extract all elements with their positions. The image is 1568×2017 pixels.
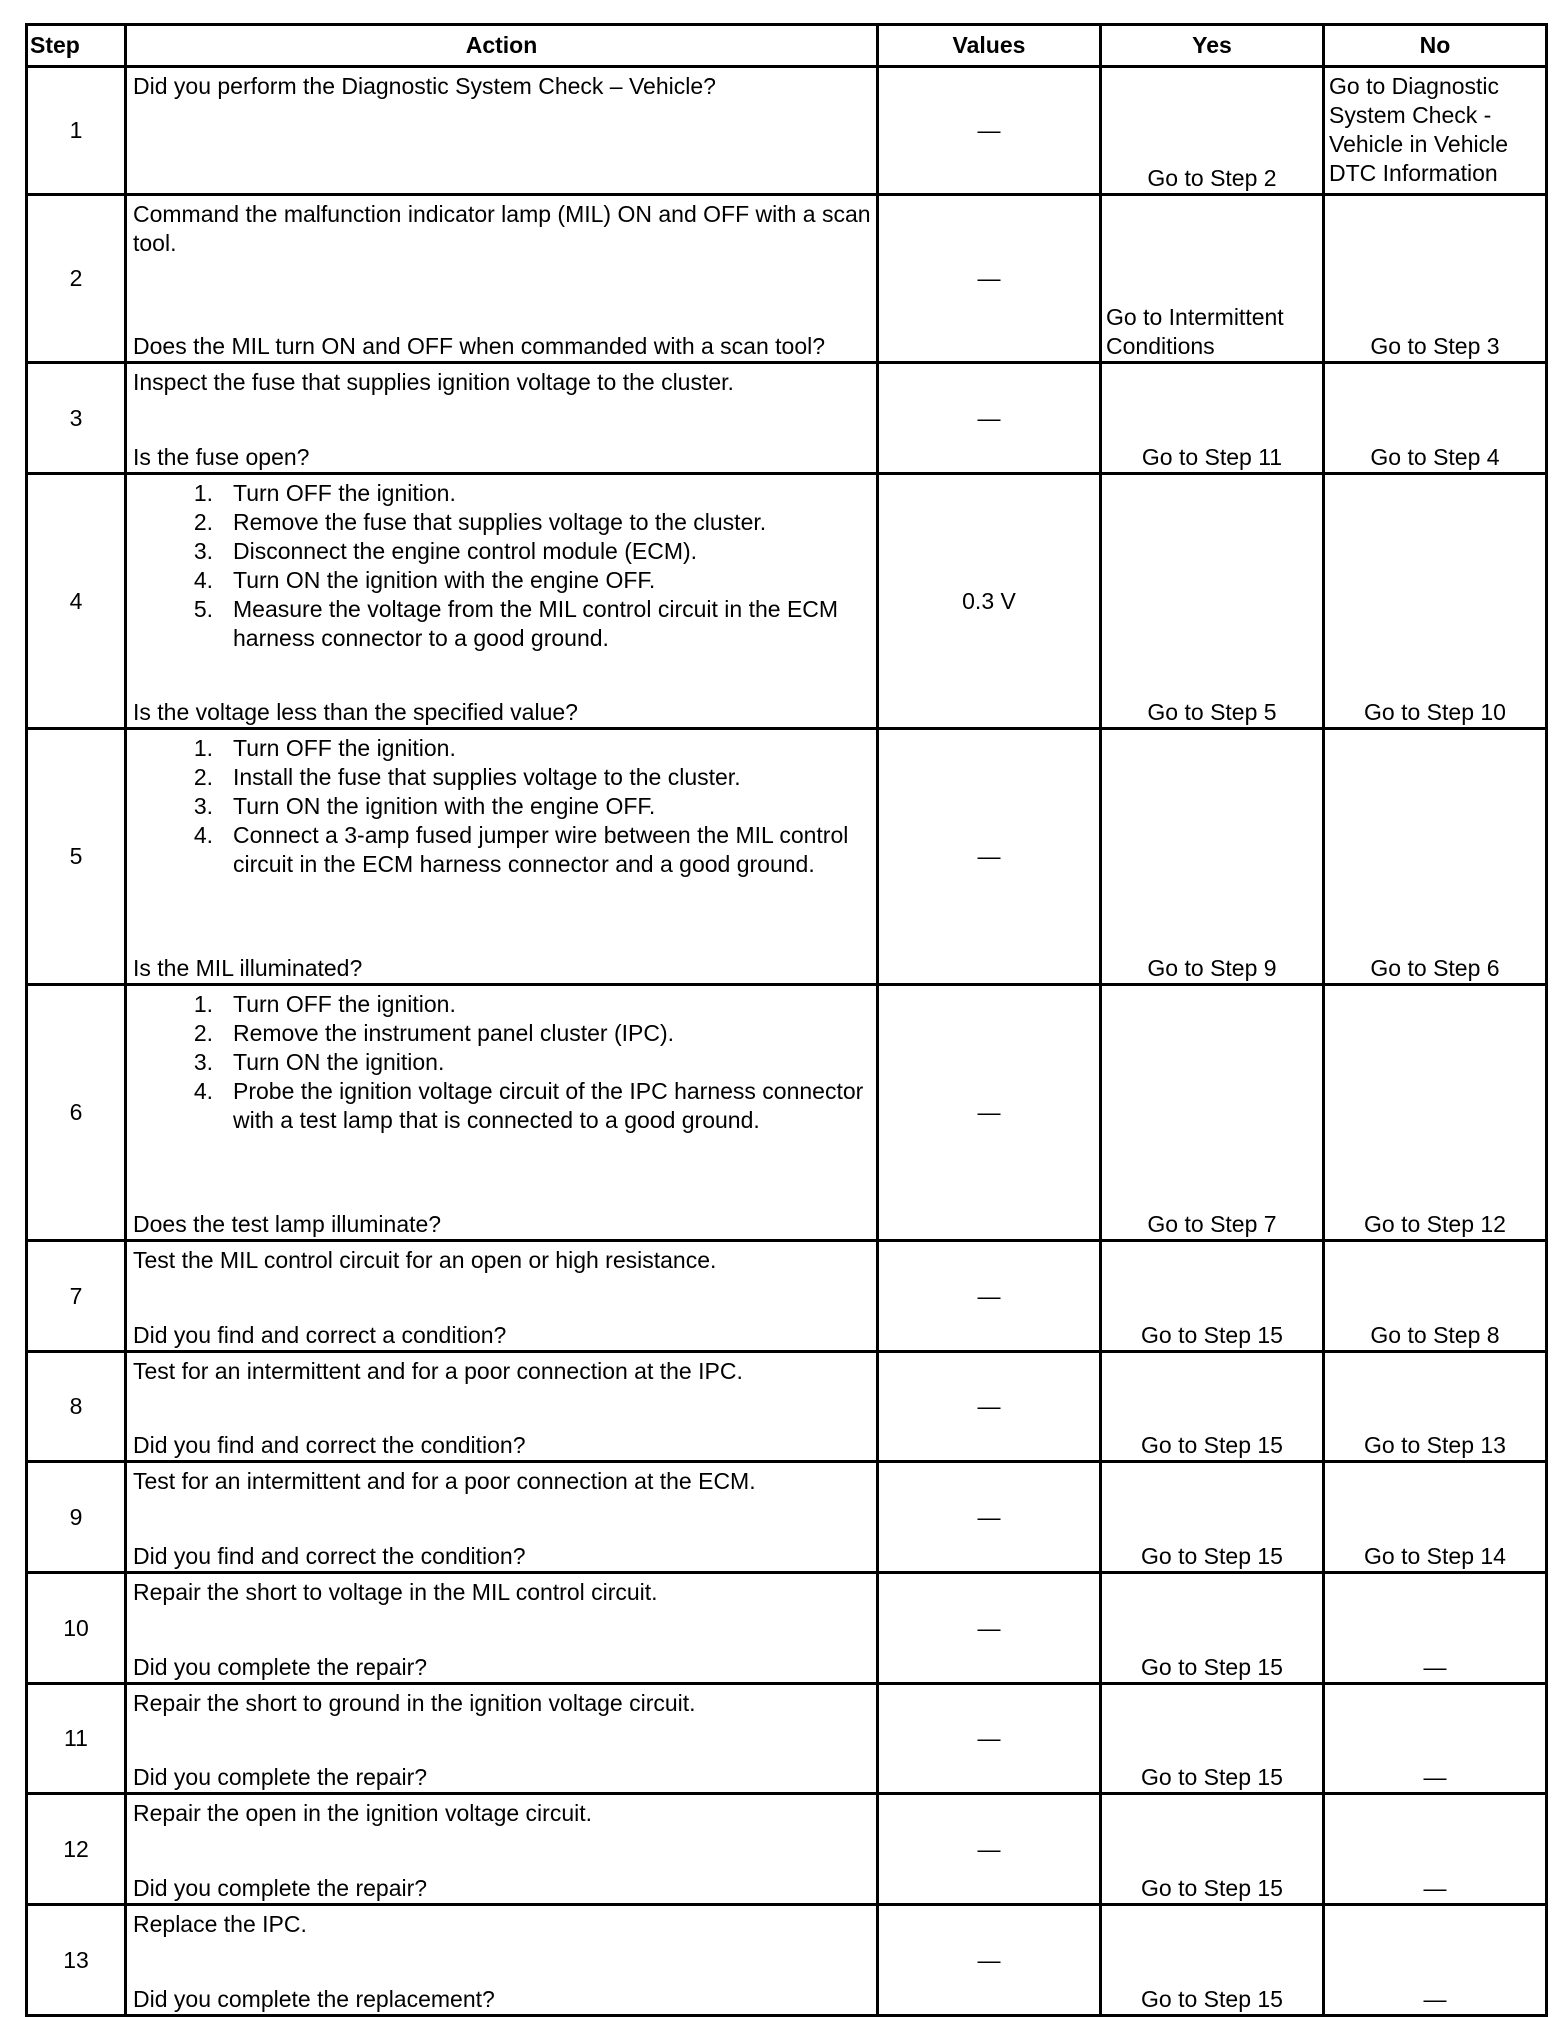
no-cell [1324, 1573, 1547, 1684]
yes-action: Go to Step 15 [1141, 1875, 1283, 1901]
header-row [27, 25, 1547, 67]
yes-action: Go to Step 15 [1141, 1322, 1283, 1348]
action-text: Repair the short to voltage in the MIL control circuit. [133, 1579, 658, 1605]
no-cell [1324, 729, 1547, 985]
values-cell: — [878, 1573, 1101, 1684]
list-item [183, 479, 872, 508]
action-question: Does the MIL turn ON and OFF when commanded with a scan tool? [133, 333, 826, 359]
yes-action: Go to Step 7 [1147, 1211, 1277, 1237]
no-cell [1324, 985, 1547, 1241]
no-action: Go to Step 8 [1370, 1322, 1500, 1348]
list-item-text: Remove the instrument panel cluster (IPC). [233, 1020, 675, 1046]
diagnostic-table [25, 23, 1548, 2017]
list-item-text: Turn OFF the ignition. [233, 735, 456, 761]
list-item-text: Remove the fuse that supplies voltage to the cluster. [233, 509, 767, 535]
values-cell: — [878, 1684, 1101, 1794]
yes-action: Go to Step 11 [1141, 444, 1283, 470]
action-cell [126, 474, 878, 729]
step-number: 8 [27, 1352, 126, 1462]
list-item [183, 990, 872, 1019]
no-action: Go to Step 13 [1364, 1432, 1506, 1458]
step-number: 6 [27, 985, 126, 1241]
no-action: Go to Step 4 [1370, 444, 1500, 470]
table-row [27, 1352, 1547, 1462]
yes-cell [1101, 1573, 1324, 1684]
list-item [183, 1019, 872, 1048]
list-item [183, 1048, 872, 1077]
list-item-text: Turn OFF the ignition. [233, 480, 456, 506]
list-item-number: 1. [193, 735, 213, 761]
step-number: 4 [27, 474, 126, 729]
values-cell: — [878, 67, 1101, 195]
list-item [183, 595, 872, 653]
no-cell [1324, 363, 1547, 474]
no-cell [1324, 1352, 1547, 1462]
step-number: 10 [27, 1573, 126, 1684]
values-cell: — [878, 985, 1101, 1241]
action-cell [126, 195, 878, 363]
values-cell: 0.3 V [878, 474, 1101, 729]
list-item-text: Turn ON the ignition with the engine OFF. [233, 793, 656, 819]
table-row [27, 1905, 1547, 2016]
list-item-number: 3. [193, 793, 213, 819]
header-no: No [1324, 25, 1547, 67]
no-action: Go to Step 3 [1370, 333, 1500, 359]
list-item-text: Disconnect the engine control module (ECM). [233, 538, 698, 564]
yes-action: Go to Step 2 [1147, 165, 1277, 191]
yes-action: Go to Step 15 [1141, 1543, 1283, 1569]
list-item-number: 5. [193, 596, 213, 622]
values-cell: — [878, 363, 1101, 474]
list-item-number: 1. [193, 480, 213, 506]
header-yes: Yes [1101, 25, 1324, 67]
list-item-number: 4. [193, 822, 213, 848]
action-cell [126, 985, 878, 1241]
header-action: Action [126, 25, 878, 67]
yes-action: Go to Step 15 [1141, 1764, 1283, 1790]
no-cell [1324, 1241, 1547, 1352]
yes-cell [1101, 195, 1324, 363]
yes-cell [1101, 67, 1324, 195]
action-cell [126, 1794, 878, 1905]
action-cell [126, 1241, 878, 1352]
action-question: Did you complete the repair? [133, 1654, 428, 1680]
no-action: — [1423, 1654, 1447, 1680]
step-number: 7 [27, 1241, 126, 1352]
values-cell: — [878, 1905, 1101, 2016]
step-number: 9 [27, 1462, 126, 1573]
table-row [27, 67, 1547, 195]
action-question: Is the voltage less than the specified value? [133, 699, 578, 725]
values-cell: — [878, 195, 1101, 363]
list-item [183, 821, 872, 879]
no-action: Go to Step 14 [1364, 1543, 1506, 1569]
list-item-number: 3. [193, 1049, 213, 1075]
yes-cell [1101, 1352, 1324, 1462]
yes-cell [1101, 985, 1324, 1241]
values-cell: — [878, 1352, 1101, 1462]
no-cell [1324, 1905, 1547, 2016]
step-number: 3 [27, 363, 126, 474]
action-question: Did you find and correct the condition? [133, 1543, 526, 1569]
list-item [183, 792, 872, 821]
list-item-number: 1. [193, 991, 213, 1017]
action-steps-list [183, 479, 872, 653]
action-text: Test the MIL control circuit for an open or high resistance. [133, 1247, 717, 1273]
yes-cell [1101, 474, 1324, 729]
no-cell [1324, 67, 1547, 195]
header-step: Step [27, 25, 126, 67]
table-row [27, 1462, 1547, 1573]
yes-cell [1101, 1241, 1324, 1352]
list-item-text: Measure the voltage from the MIL control circuit in the ECM harness connector to a good ground. [233, 596, 839, 651]
action-text: Repair the short to ground in the ignition voltage circuit. [133, 1690, 696, 1716]
action-question: Is the fuse open? [133, 444, 310, 470]
table-body [27, 67, 1547, 2016]
yes-cell [1101, 1905, 1324, 2016]
list-item-text: Turn ON the ignition with the engine OFF. [233, 567, 656, 593]
no-cell [1324, 1684, 1547, 1794]
action-question: Did you complete the repair? [133, 1764, 428, 1790]
list-item-number: 2. [193, 1020, 213, 1046]
action-cell [126, 1573, 878, 1684]
no-action: Go to Step 6 [1370, 955, 1500, 981]
action-question: Does the test lamp illuminate? [133, 1211, 442, 1237]
yes-cell [1101, 363, 1324, 474]
list-item-text: Turn ON the ignition. [233, 1049, 445, 1075]
step-number: 13 [27, 1905, 126, 2016]
list-item [183, 1077, 872, 1135]
table-row [27, 985, 1547, 1241]
no-action: — [1423, 1875, 1447, 1901]
action-cell [126, 1905, 878, 2016]
action-cell [126, 1684, 878, 1794]
action-text: Repair the open in the ignition voltage circuit. [133, 1800, 593, 1826]
action-steps-list [183, 990, 872, 1135]
table-row [27, 363, 1547, 474]
no-cell [1324, 1462, 1547, 1573]
step-number: 2 [27, 195, 126, 363]
list-item-number: 2. [193, 764, 213, 790]
step-number: 1 [27, 67, 126, 195]
list-item-text: Install the fuse that supplies voltage to the cluster. [233, 764, 741, 790]
values-cell: — [878, 1794, 1101, 1905]
step-number: 12 [27, 1794, 126, 1905]
table-row [27, 729, 1547, 985]
no-action: — [1423, 1764, 1447, 1790]
action-text: Test for an intermittent and for a poor connection at the ECM. [133, 1468, 756, 1494]
action-cell [126, 729, 878, 985]
yes-action: Go to Step 15 [1141, 1986, 1283, 2012]
table-row [27, 1684, 1547, 1794]
list-item-number: 3. [193, 538, 213, 564]
action-text: Command the malfunction indicator lamp (MIL) ON and OFF with a scan tool. [133, 201, 871, 256]
step-number: 5 [27, 729, 126, 985]
list-item-text: Connect a 3-amp fused jumper wire between the MIL control circuit in the ECM harness connector and a good ground. [233, 822, 849, 877]
action-text: Did you perform the Diagnostic System Check – Vehicle? [133, 73, 716, 99]
yes-action: Go to Intermittent Conditions [1106, 304, 1284, 359]
no-action: Go to Step 12 [1364, 1211, 1506, 1237]
no-cell [1324, 474, 1547, 729]
action-cell [126, 1352, 878, 1462]
list-item [183, 508, 872, 537]
values-cell: — [878, 729, 1101, 985]
table-row [27, 195, 1547, 363]
values-cell: — [878, 1462, 1101, 1573]
yes-action: Go to Step 5 [1147, 699, 1277, 725]
action-question: Did you complete the repair? [133, 1875, 428, 1901]
list-item-text: Turn OFF the ignition. [233, 991, 456, 1017]
values-cell: — [878, 1241, 1101, 1352]
no-cell [1324, 195, 1547, 363]
action-cell [126, 67, 878, 195]
header-values: Values [878, 25, 1101, 67]
action-cell [126, 1462, 878, 1573]
table-row [27, 1573, 1547, 1684]
list-item [183, 566, 872, 595]
yes-cell [1101, 729, 1324, 985]
no-cell [1324, 1794, 1547, 1905]
table-row [27, 1794, 1547, 1905]
list-item [183, 537, 872, 566]
yes-cell [1101, 1684, 1324, 1794]
action-text: Test for an intermittent and for a poor connection at the IPC. [133, 1358, 743, 1384]
list-item-number: 4. [193, 1078, 213, 1104]
action-question: Did you complete the replacement? [133, 1986, 495, 2012]
no-action: — [1423, 1986, 1447, 2012]
action-question: Did you find and correct a condition? [133, 1322, 507, 1348]
yes-cell [1101, 1462, 1324, 1573]
action-steps-list [183, 734, 872, 879]
table-row [27, 1241, 1547, 1352]
list-item-number: 2. [193, 509, 213, 535]
no-action: Go to Diagnostic System Check - Vehicle in Vehicle DTC Information [1329, 73, 1509, 186]
yes-action: Go to Step 15 [1141, 1432, 1283, 1458]
step-number: 11 [27, 1684, 126, 1794]
action-cell [126, 363, 878, 474]
yes-action: Go to Step 15 [1141, 1654, 1283, 1680]
list-item [183, 734, 872, 763]
list-item-number: 4. [193, 567, 213, 593]
yes-action: Go to Step 9 [1147, 955, 1277, 981]
list-item-text: Probe the ignition voltage circuit of the IPC harness connector with a test lamp that is connected to a good ground. [233, 1078, 864, 1133]
action-question: Did you find and correct the condition? [133, 1432, 526, 1458]
list-item [183, 763, 872, 792]
action-text: Replace the IPC. [133, 1911, 307, 1937]
no-action: Go to Step 10 [1364, 699, 1506, 725]
action-text: Inspect the fuse that supplies ignition voltage to the cluster. [133, 369, 734, 395]
yes-cell [1101, 1794, 1324, 1905]
table-row [27, 474, 1547, 729]
action-question: Is the MIL illuminated? [133, 955, 363, 981]
